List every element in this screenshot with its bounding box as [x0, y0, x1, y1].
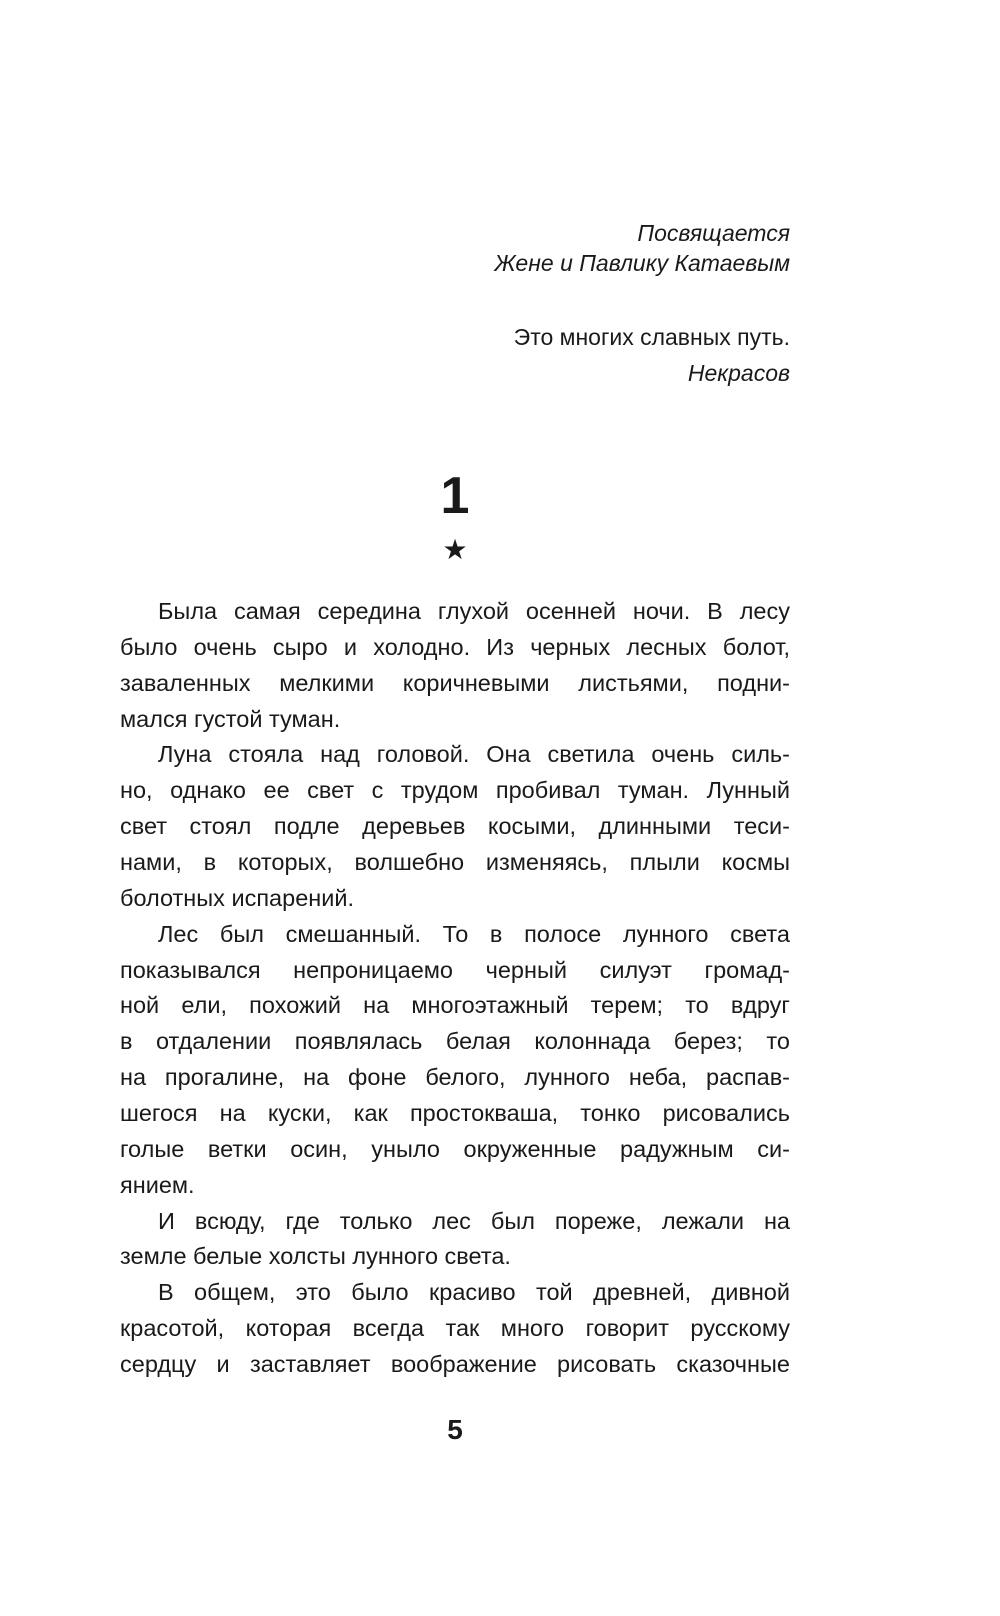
dedication-line-2: Жене и Павлику Катаевым [494, 250, 790, 276]
epigraph-author: Некрасов [687, 360, 790, 386]
paragraph [120, 594, 790, 737]
text-line: нами, в которых, волшебно изменяясь, плыли космы [120, 849, 790, 876]
epigraph-text: Это многих славных путь. [513, 324, 790, 350]
text-line: показывался непроницаемо черный силуэт громад- [120, 956, 790, 983]
text-line: сердцу и заставляет воображение рисовать сказочные [120, 1351, 790, 1378]
text-line: в отдалении появлялась белая колоннада берез; то [120, 1028, 790, 1055]
text-line: на прогалине, на фоне белого, лунного неба, распав- [120, 1064, 790, 1091]
text-line: но, однако ее свет с трудом пробивал туман. Лунный [120, 777, 790, 804]
text-line: земле белые холсты лунного света. [120, 1243, 511, 1270]
text-line: шегося на куски, как простокваша, тонко рисовались [120, 1100, 790, 1127]
text-line: болотных испарений. [120, 884, 355, 911]
text-line: свет стоял подле деревьев косыми, длинными теси- [120, 813, 790, 840]
text-line: красотой, которая всегда так много говорит русскому [120, 1315, 790, 1342]
text-line: янием. [120, 1171, 195, 1198]
text-line: мался густой туман. [120, 705, 341, 732]
paragraph [120, 1204, 790, 1276]
text-line: голые ветки осин, уныло окруженные радужным си- [120, 1135, 790, 1162]
text-line: заваленных мелкими коричневыми листьями, подни- [120, 669, 790, 696]
text-line: было очень сыро и холодно. Из черных лесных болот, [120, 633, 790, 660]
chapter-number: 1 [440, 467, 470, 525]
paragraph [120, 1275, 790, 1383]
paragraph [120, 737, 790, 916]
page-number: 5 [447, 1414, 463, 1445]
text-line: И всюду, где только лес был пореже, лежали на [158, 1207, 790, 1234]
star-icon: ★ [442, 534, 468, 565]
body-text [120, 594, 790, 1383]
dedication-line-1: Посвящается [637, 220, 790, 246]
text-line: ной ели, похожий на многоэтажный терем; то вдруг [120, 992, 790, 1019]
paragraph [120, 917, 790, 1204]
text-line: В общем, это было красиво той древней, дивной [158, 1279, 790, 1306]
text-line: Была самая середина глухой осенней ночи. В лесу [158, 598, 790, 624]
text-line: Луна стояла над головой. Она светила очень силь- [158, 741, 790, 768]
text-line: Лес был смешанный. То в полосе лунного света [158, 920, 790, 947]
